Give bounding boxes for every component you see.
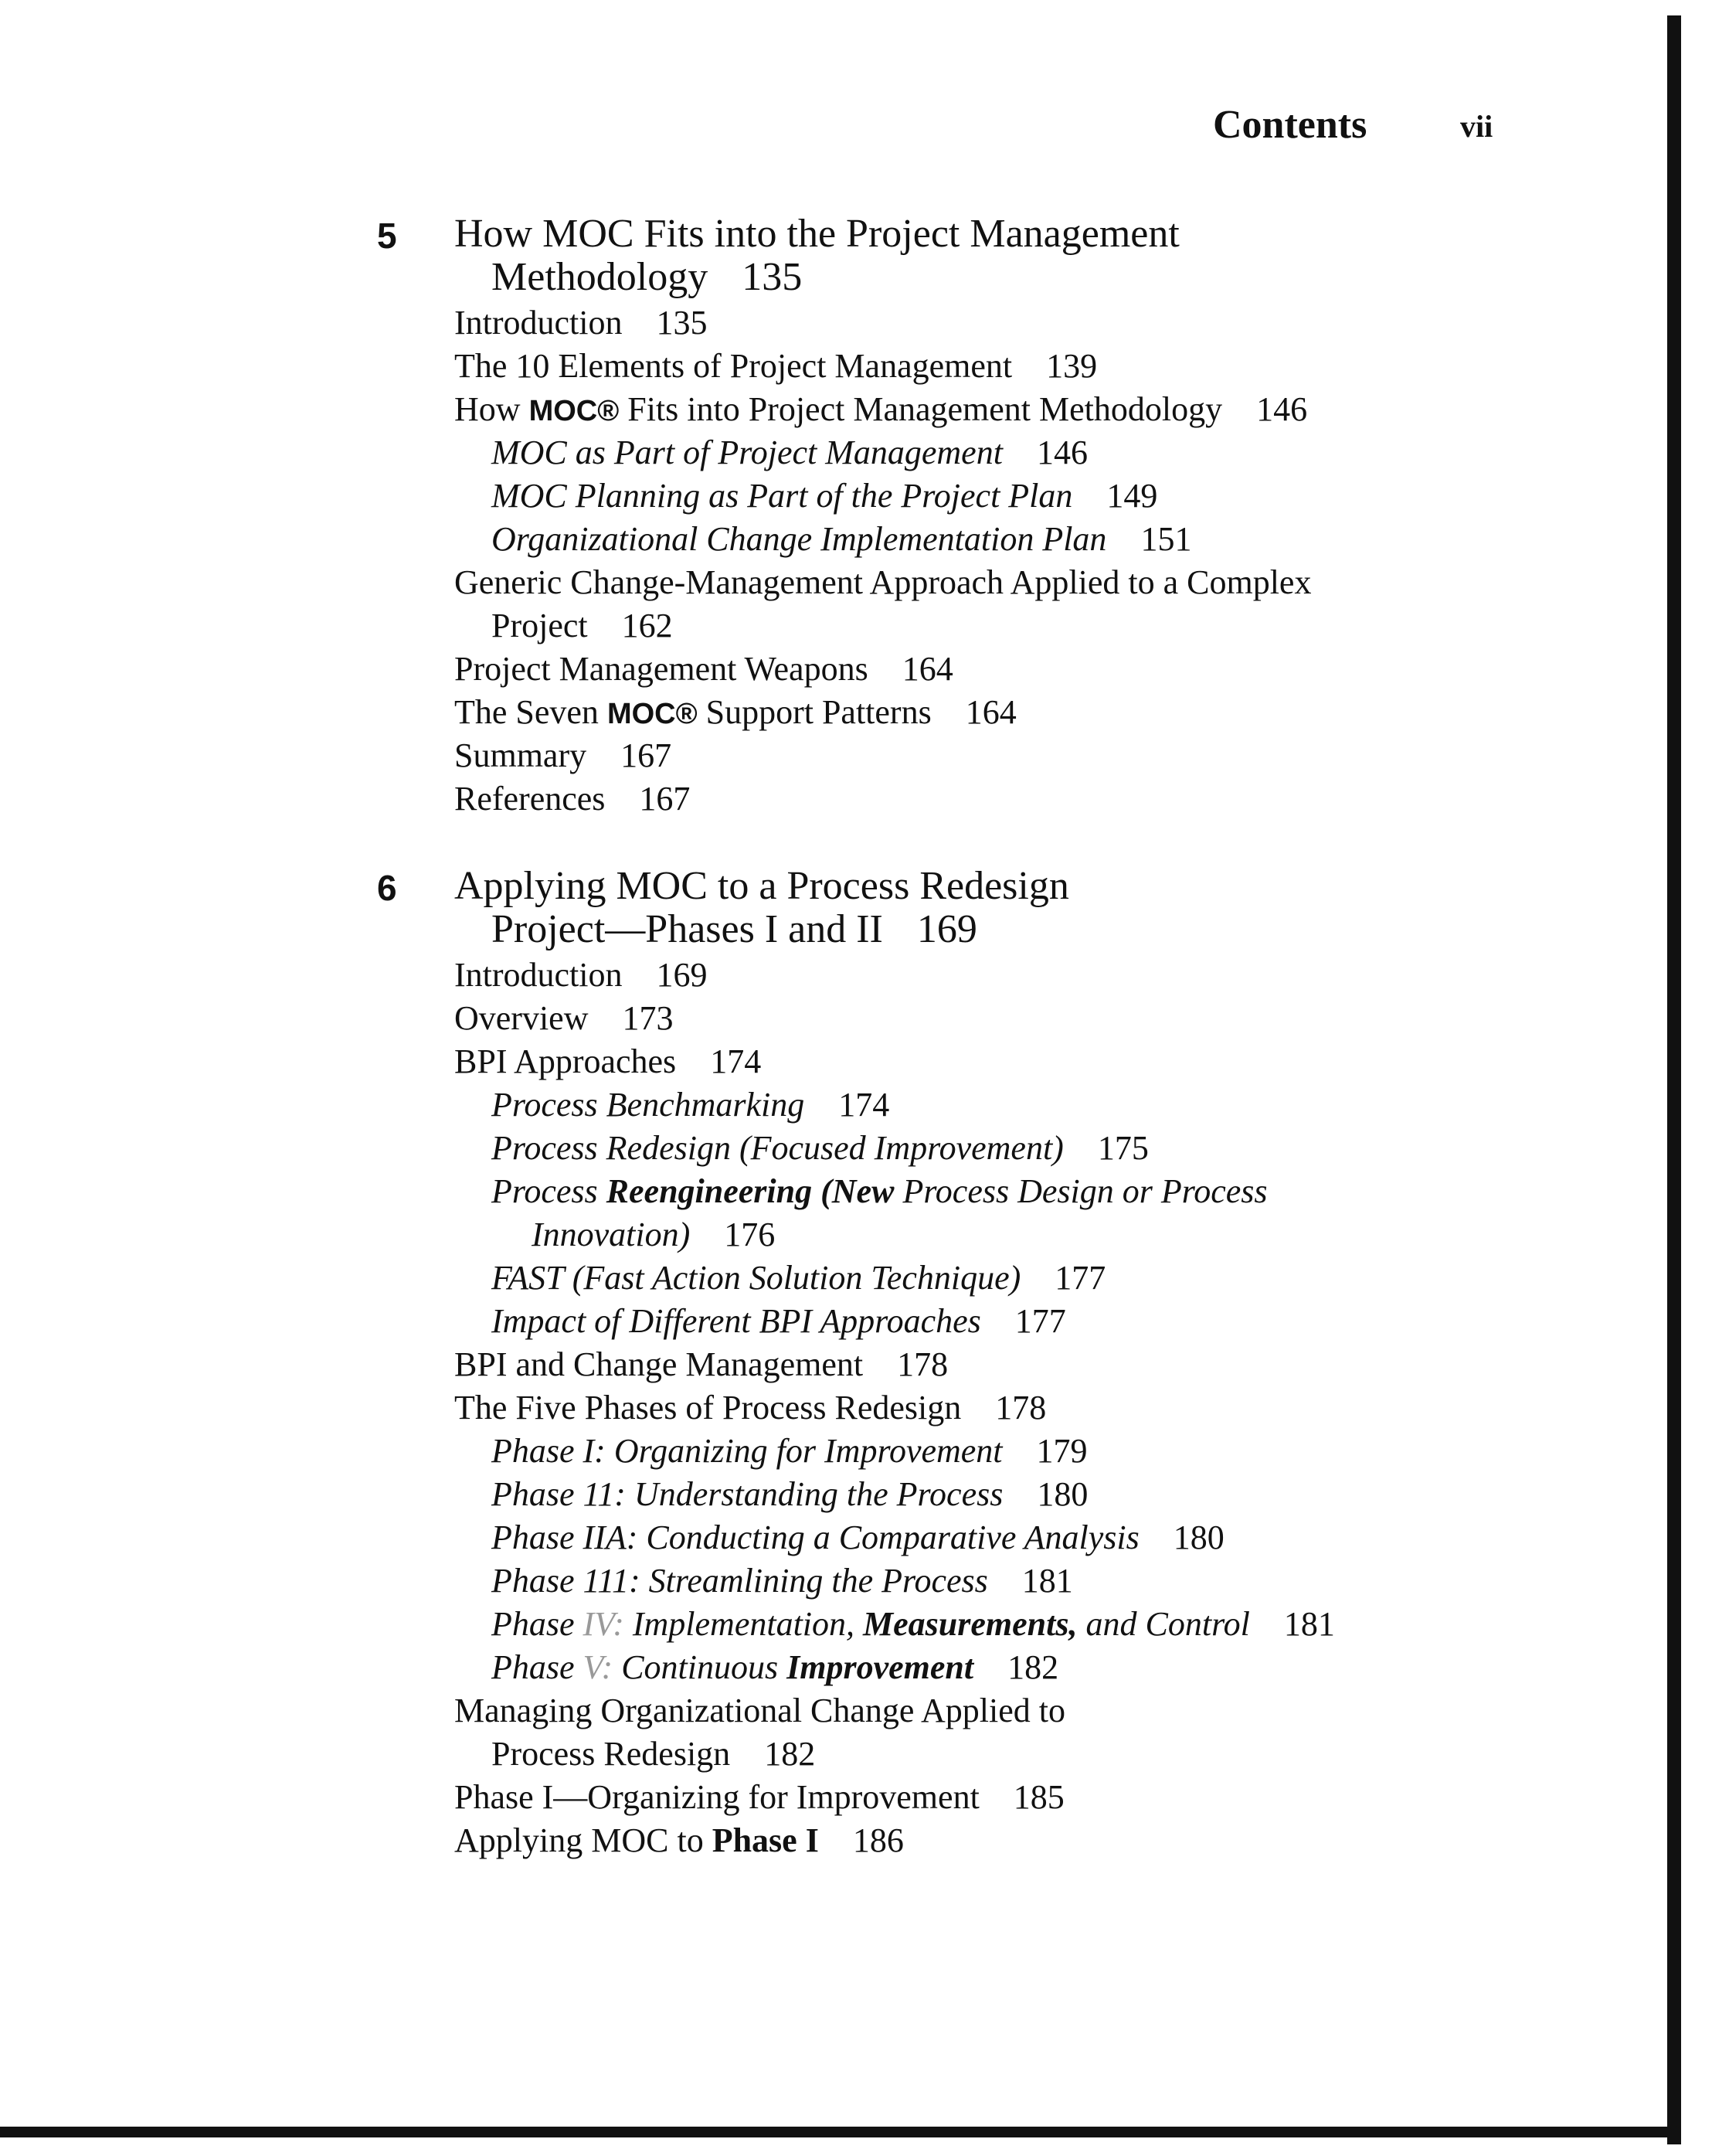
page-number: 178: [995, 1389, 1047, 1427]
page-number: 164: [965, 693, 1017, 731]
toc-subentry[interactable]: Phase IIA: Conducting a Comparative Analysis 180: [491, 1518, 1225, 1556]
page-number: 173: [622, 999, 674, 1037]
page-number: 146: [1036, 434, 1088, 471]
page-number: 174: [710, 1042, 762, 1080]
chapter-title[interactable]: How MOC Fits into the Project Management: [454, 212, 1180, 256]
chapter-number: 5: [377, 216, 397, 256]
page-number: 178: [897, 1345, 949, 1383]
page-number: 167: [639, 780, 691, 818]
page-number: 135: [742, 255, 803, 299]
running-header-page-number: vii: [1460, 109, 1493, 144]
page-number: 135: [656, 304, 708, 342]
page-number: 177: [1055, 1259, 1106, 1297]
page-number: 180: [1037, 1475, 1089, 1513]
page-number: 181: [1021, 1562, 1073, 1600]
page-number: 177: [1014, 1302, 1066, 1340]
toc-subentry[interactable]: Phase V: Continuous Improvement 182: [491, 1648, 1059, 1686]
page-number: 181: [1283, 1605, 1335, 1643]
toc-entry[interactable]: How MOC® Fits into Project Management Methodology 146: [454, 390, 1308, 428]
page-number: 167: [620, 736, 672, 774]
chapter-title-continued[interactable]: Methodology 135: [491, 255, 803, 299]
page-number: 180: [1173, 1518, 1225, 1556]
toc-entry[interactable]: Introduction 169: [454, 956, 708, 994]
toc-entry[interactable]: The Five Phases of Process Redesign 178: [454, 1389, 1047, 1427]
page-number: 175: [1097, 1129, 1149, 1167]
page-number: 139: [1046, 347, 1098, 385]
toc-entry[interactable]: Generic Change-Management Approach Applied to a Complex: [454, 563, 1312, 601]
toc-subentry[interactable]: Process Benchmarking 174: [491, 1086, 890, 1124]
toc-entry-continued[interactable]: Project 162: [491, 607, 673, 644]
chapter-title[interactable]: Applying MOC to a Process Redesign: [454, 864, 1069, 908]
chapter-title-continued[interactable]: Project—Phases I and II 169: [491, 907, 977, 951]
toc-subentry[interactable]: Organizational Change Implementation Plan 151: [491, 520, 1192, 558]
toc-subentry[interactable]: Phase 111: Streamlining the Process 181: [491, 1562, 1073, 1600]
toc-entry-continued[interactable]: Process Redesign 182: [491, 1735, 816, 1773]
page-number: 176: [724, 1216, 776, 1253]
toc-entry[interactable]: Project Management Weapons 164: [454, 650, 953, 688]
toc-subentry[interactable]: MOC as Part of Project Management 146: [491, 434, 1088, 471]
page-edge-right: [1667, 15, 1681, 2144]
page-edge-bottom: [0, 2127, 1681, 2137]
page-number: 169: [656, 956, 708, 994]
toc-subentry-continued[interactable]: Innovation) 176: [532, 1216, 776, 1253]
toc-entry[interactable]: Introduction 135: [454, 304, 708, 342]
page-number: 174: [838, 1086, 890, 1124]
running-header-title: Contents: [1213, 103, 1367, 147]
toc-entry[interactable]: Summary 167: [454, 736, 672, 774]
page-number: 169: [916, 907, 977, 951]
toc-entry[interactable]: The Seven MOC® Support Patterns 164: [454, 693, 1017, 731]
toc-entry[interactable]: Managing Organizational Change Applied to: [454, 1692, 1066, 1729]
page-number: 149: [1106, 477, 1158, 515]
toc-entry[interactable]: BPI and Change Management 178: [454, 1345, 949, 1383]
toc-subentry[interactable]: Phase IV: Implementation, Measurements, and Control 181: [491, 1605, 1335, 1643]
toc-entry[interactable]: References 167: [454, 780, 691, 818]
toc-entry[interactable]: Phase I—Organizing for Improvement 185: [454, 1778, 1065, 1816]
page-number: 185: [1013, 1778, 1065, 1816]
toc-entry[interactable]: The 10 Elements of Project Management 139: [454, 347, 1098, 385]
page-number: 164: [902, 650, 953, 688]
page-number: 182: [764, 1735, 816, 1773]
page-number: 146: [1256, 390, 1308, 428]
page-number: 179: [1036, 1432, 1088, 1470]
toc-subentry[interactable]: Impact of Different BPI Approaches 177: [491, 1302, 1066, 1340]
toc-subentry[interactable]: Phase 11: Understanding the Process 180: [491, 1475, 1089, 1513]
chapter-number: 6: [377, 868, 397, 908]
toc-subentry[interactable]: Phase I: Organizing for Improvement 179: [491, 1432, 1088, 1470]
page-number: 162: [621, 607, 673, 644]
toc-entry[interactable]: Overview 173: [454, 999, 674, 1037]
page-number: 182: [1007, 1648, 1059, 1686]
toc-entry[interactable]: BPI Approaches 174: [454, 1042, 762, 1080]
toc-subentry[interactable]: MOC Planning as Part of the Project Plan 149: [491, 477, 1158, 515]
toc-entry[interactable]: Applying MOC to Phase I 186: [454, 1821, 904, 1859]
toc-subentry[interactable]: Process Reengineering (New Process Design or Process: [491, 1172, 1268, 1210]
toc-subentry[interactable]: Process Redesign (Focused Improvement) 175: [491, 1129, 1149, 1167]
toc-subentry[interactable]: FAST (Fast Action Solution Technique) 177: [491, 1259, 1106, 1297]
page-number: 151: [1140, 520, 1192, 558]
page-number: 186: [852, 1821, 904, 1859]
